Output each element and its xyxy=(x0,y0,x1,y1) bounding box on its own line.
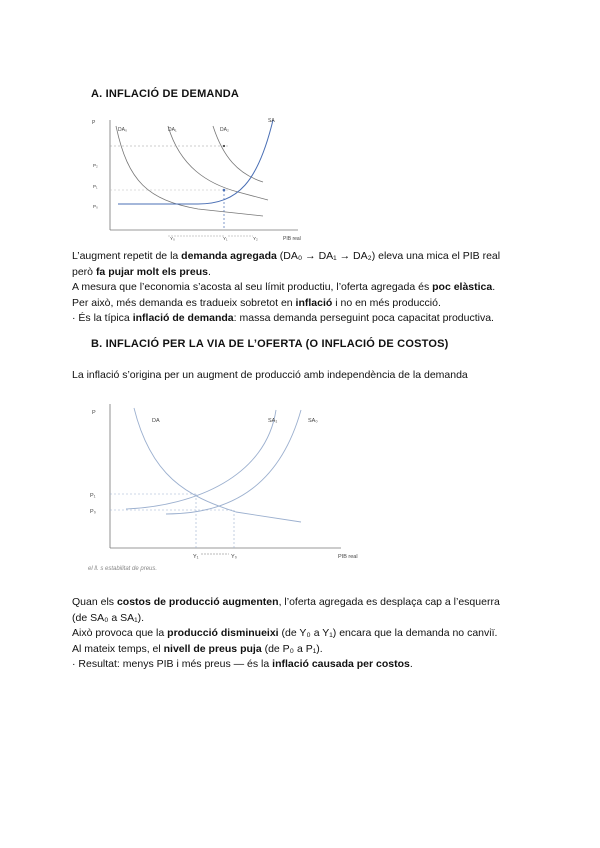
bold-text: fa pujar molt els preus xyxy=(95,265,208,278)
text-run: però xyxy=(72,265,96,278)
text-run: . xyxy=(409,658,413,670)
paragraph xyxy=(72,311,500,327)
paragraph xyxy=(72,657,500,673)
bold-text: producció disminueixi xyxy=(167,627,279,639)
text-run: Això provoca que la xyxy=(72,627,168,639)
section-b-text xyxy=(72,595,500,673)
text-run: (DA₀ → DA₁ → DA₂) eleva una mica el PIB real xyxy=(276,250,501,262)
bold-text: inflació xyxy=(295,296,333,309)
da1-curve xyxy=(168,126,268,200)
paragraph xyxy=(72,611,500,627)
paragraph xyxy=(72,249,500,265)
demand-inflation-chart xyxy=(88,112,308,247)
p0-label: P₀ xyxy=(90,509,96,515)
da0-label: DA₀ xyxy=(118,127,128,133)
y1-label: Y₁ xyxy=(193,554,199,560)
eq-point-2 xyxy=(223,145,225,147)
sa-label: SA xyxy=(268,118,275,124)
da2-label: DA₂ xyxy=(220,127,229,133)
y2-label: Y₂ xyxy=(253,236,258,241)
text-run: (de P₀ a P₁). xyxy=(261,642,323,655)
text-run: . xyxy=(492,281,496,293)
y1-label: Y₁ xyxy=(223,236,228,241)
section-b-title: B. INFLACIÓ PER LA VIA DE L’OFERTA (O INFLACIÓ DE COSTOS) xyxy=(91,338,449,350)
eq-point-1 xyxy=(223,189,226,192)
text-run: (de SA₀ a SA₁). xyxy=(72,611,145,624)
y0-label: Y₀ xyxy=(170,236,175,241)
bold-text: poc elàstica xyxy=(432,281,493,293)
y0-label: Y₀ xyxy=(231,554,237,560)
p1-label: P₁ xyxy=(93,184,98,189)
x-axis-label: PIB real xyxy=(283,236,301,242)
section-a-text xyxy=(72,249,500,327)
text-run: : massa demanda perseguint poca capacitat productiva. xyxy=(233,312,494,324)
x-axis-label: PIB real xyxy=(338,554,358,560)
section-b-intro: La inflació s’origina per un augment de producció amb independència de la demanda xyxy=(72,369,468,381)
paragraph xyxy=(72,595,500,611)
sa0-label: SA₀ xyxy=(308,418,318,424)
chart-caption: el ll. s estabilitat de preus. xyxy=(88,566,158,572)
bold-text: costos de producció augmenten xyxy=(116,596,279,608)
paragraph xyxy=(72,296,500,312)
cost-inflation-chart xyxy=(86,396,376,571)
bold-text: inflació causada per costos xyxy=(272,658,410,670)
section-a-title: A. INFLACIÓ DE DEMANDA xyxy=(91,88,240,100)
da2-curve xyxy=(213,126,263,182)
bold-text: inflació de demanda xyxy=(132,312,234,324)
text-run: i no en més producció. xyxy=(332,296,441,309)
text-run: (de Y₀ a Y₁) encara que la demanda no canviï. xyxy=(278,627,498,639)
text-run: Quan els xyxy=(72,596,117,608)
paragraph xyxy=(72,642,500,658)
sa1-label: SA₁ xyxy=(268,418,278,424)
text-run: L’augment repetit de la xyxy=(72,250,182,262)
da-curve xyxy=(134,408,301,522)
text-run: . xyxy=(207,265,211,278)
text-run: · És la típica xyxy=(72,312,133,324)
text-run: , l’oferta agregada es desplaça cap a l’esquerra xyxy=(278,596,500,608)
text-run: Al mateix temps, el xyxy=(72,642,164,655)
sa1-curve xyxy=(126,410,276,509)
da-label: DA xyxy=(152,418,160,424)
p0-label: P₀ xyxy=(93,204,98,209)
p1-label: P₁ xyxy=(90,493,96,499)
bold-text: nivell de preus puja xyxy=(163,642,262,655)
text-run: Per això, més demanda es tradueix sobretot en xyxy=(72,296,296,309)
paragraph xyxy=(72,280,500,296)
paragraph xyxy=(72,265,500,281)
sa-curve xyxy=(118,120,273,204)
da1-label: DA₁ xyxy=(168,127,177,133)
y-axis-label: P xyxy=(92,120,96,126)
paragraph xyxy=(72,626,500,642)
sa0-curve xyxy=(166,410,301,514)
text-run: A mesura que l’economia s’acosta al seu límit productiu, l’oferta agregada és xyxy=(72,281,433,293)
p2-label: P₂ xyxy=(93,163,98,168)
y-axis-label: P xyxy=(92,410,96,416)
bold-text: demanda agregada xyxy=(181,250,277,262)
text-run: · Resultat: menys PIB i més preus — és la xyxy=(72,658,273,670)
